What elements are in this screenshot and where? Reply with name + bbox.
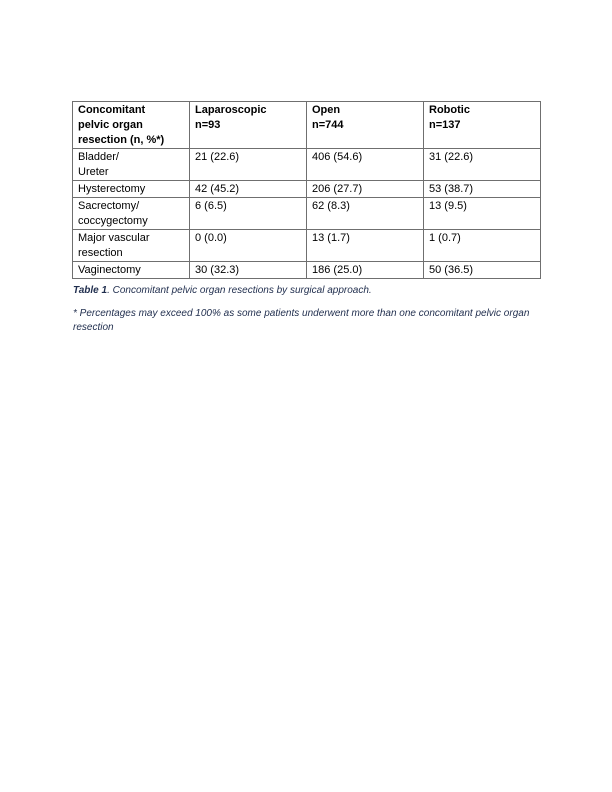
row-label: Sacrectomy/ coccygectomy: [73, 198, 190, 230]
table-row: [73, 149, 541, 181]
row-label: Hysterectomy: [73, 181, 190, 198]
robotic-cell: 53 (38.7): [424, 181, 541, 198]
table-footnote: * Percentages may exceed 100% as some patients underwent more than one concomitant pelvic organ resection: [73, 308, 530, 333]
open-cell: 62 (8.3): [307, 198, 424, 230]
open-cell: 13 (1.7): [307, 230, 424, 262]
laparoscopic-cell: 21 (22.6): [190, 149, 307, 181]
robotic-cell: 1 (0.7): [424, 230, 541, 262]
header-robotic: Robotic n=137: [424, 102, 541, 149]
laparoscopic-cell: 30 (32.3): [190, 262, 307, 279]
header-laparoscopic: Laparoscopic n=93: [190, 102, 307, 149]
resections-table: [72, 101, 541, 279]
robotic-cell: 50 (36.5): [424, 262, 541, 279]
row-label: Bladder/ Ureter: [73, 149, 190, 181]
robotic-cell: 31 (22.6): [424, 149, 541, 181]
header-resection-type: Concomitant pelvic organ resection (n, %*): [73, 102, 190, 149]
caption-label: Table 1: [73, 285, 108, 296]
laparoscopic-cell: 0 (0.0): [190, 230, 307, 262]
row-label: Major vascular resection: [73, 230, 190, 262]
laparoscopic-cell: 6 (6.5): [190, 198, 307, 230]
table-row: [73, 198, 541, 230]
open-cell: 406 (54.6): [307, 149, 424, 181]
table-row: [73, 262, 541, 279]
robotic-cell: 13 (9.5): [424, 198, 541, 230]
table-row: [73, 230, 541, 262]
open-cell: 186 (25.0): [307, 262, 424, 279]
table-header-row: [73, 102, 541, 149]
open-cell: 206 (27.7): [307, 181, 424, 198]
header-open: Open n=744: [307, 102, 424, 149]
laparoscopic-cell: 42 (45.2): [190, 181, 307, 198]
table-row: [73, 181, 541, 198]
row-label: Vaginectomy: [73, 262, 190, 279]
table-caption: [73, 284, 543, 298]
caption-text: . Concomitant pelvic organ resections by surgical approach.: [107, 285, 372, 296]
